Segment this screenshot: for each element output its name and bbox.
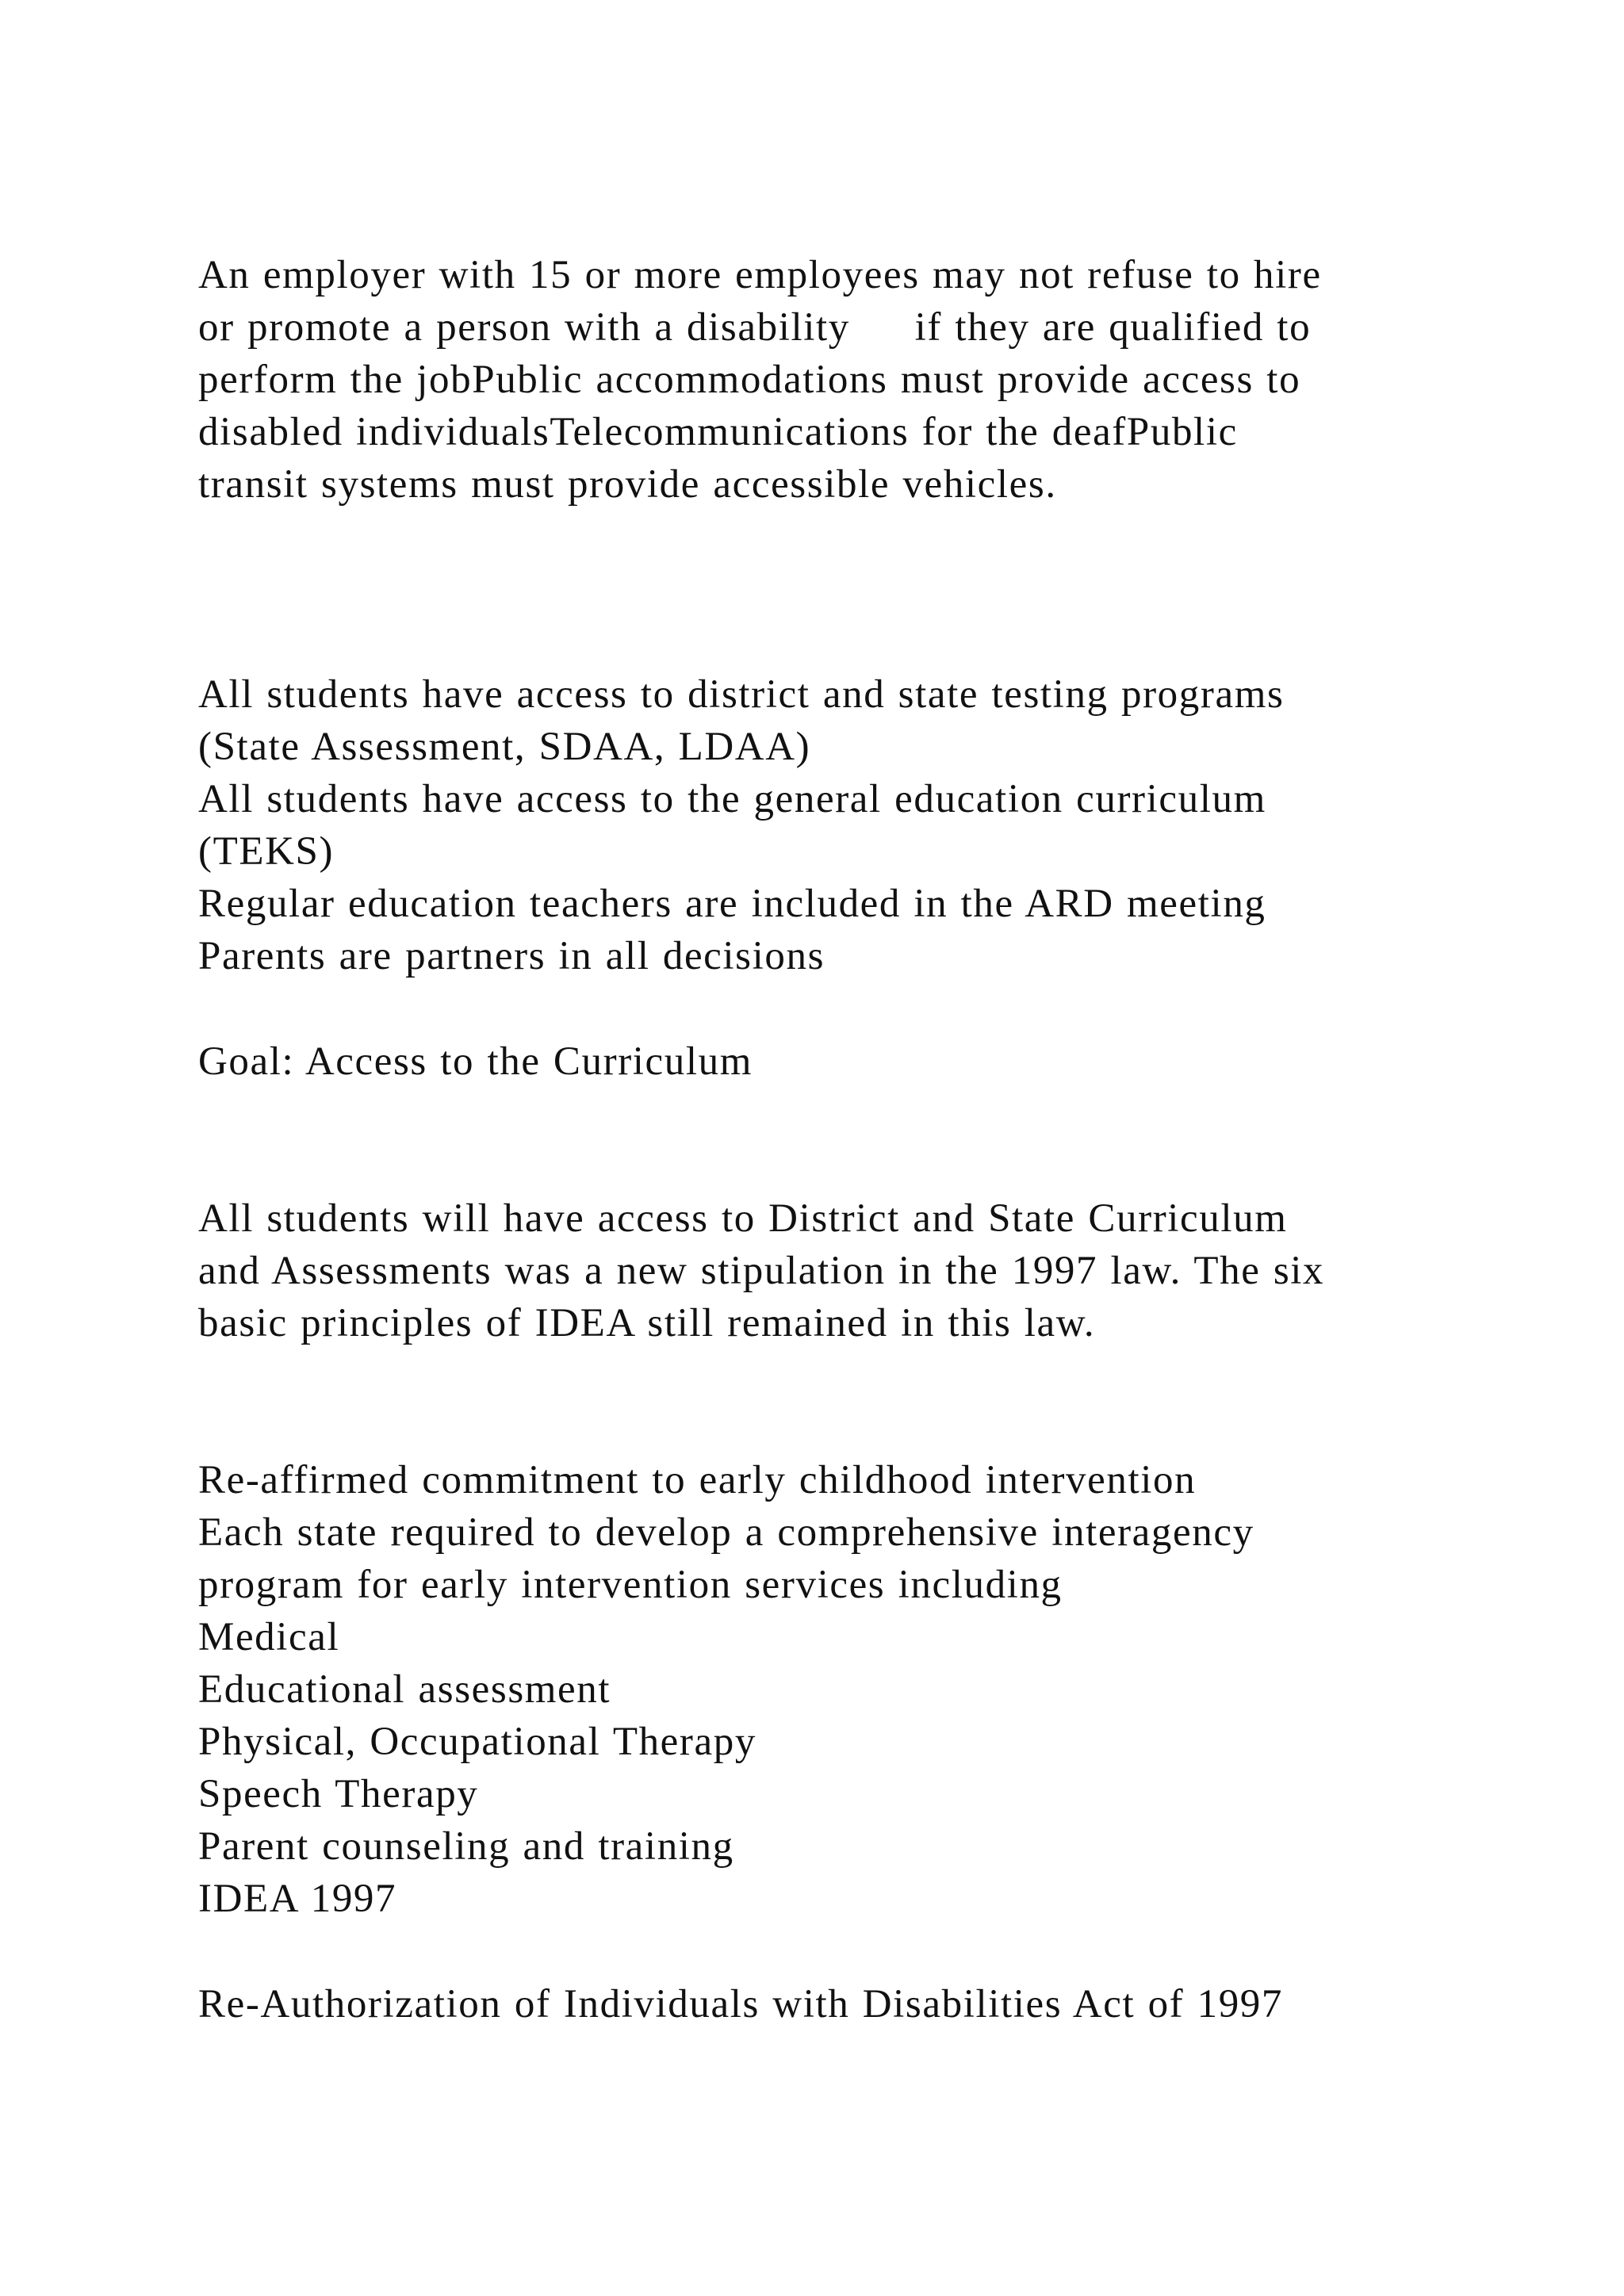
text-line: Each state required to develop a comprehensive interagency [198,1510,1254,1555]
text-line: basic principles of IDEA still remained in this law. [198,1301,1096,1345]
reauthorization-heading [198,1978,1499,2030]
goal-heading [198,1035,1499,1088]
early-intervention-list [198,1454,1499,1925]
text-line: perform the jobPublic accommodations must provide access to [198,358,1301,402]
stipulation-paragraph [198,1192,1499,1349]
text-line: Medical [198,1615,340,1659]
text-line: and Assessments was a new stipulation in the 1997 law. The six [198,1249,1325,1293]
text-line: Speech Therapy [198,1772,479,1816]
text-line: Parents are partners in all decisions [198,934,825,978]
text-line: An employer with 15 or more employees may not refuse to hire [198,253,1322,297]
text-line: (TEKS) [198,829,335,874]
ada-provisions-paragraph [198,249,1499,511]
text-line: or promote a person with a disability if they are qualified to [198,305,1312,350]
text-line: All students will have access to District and State Curriculum [198,1196,1288,1241]
text-line: All students have access to district and state testing programs [198,672,1285,717]
text-line: Physical, Occupational Therapy [198,1720,756,1764]
text-line: Re-Authorization of Individuals with Disabilities Act of 1997 [198,1982,1283,2026]
text-line: (State Assessment, SDAA, LDAA) [198,725,811,769]
text-line: disabled individualsTelecommunications for the deafPublic [198,410,1238,454]
text-line: Re-affirmed commitment to early childhood intervention [198,1458,1197,1502]
text-line: IDEA 1997 [198,1877,397,1921]
text-line: All students have access to the general education curriculum [198,777,1266,821]
text-line: Parent counseling and training [198,1824,734,1869]
text-line: Goal: Access to the Curriculum [198,1039,753,1084]
student-access-list [198,668,1499,982]
text-line: Regular education teachers are included in the ARD meeting [198,882,1266,926]
text-line: transit systems must provide accessible vehicles. [198,462,1057,507]
text-line: Educational assessment [198,1667,611,1712]
text-line: program for early intervention services including [198,1563,1063,1607]
